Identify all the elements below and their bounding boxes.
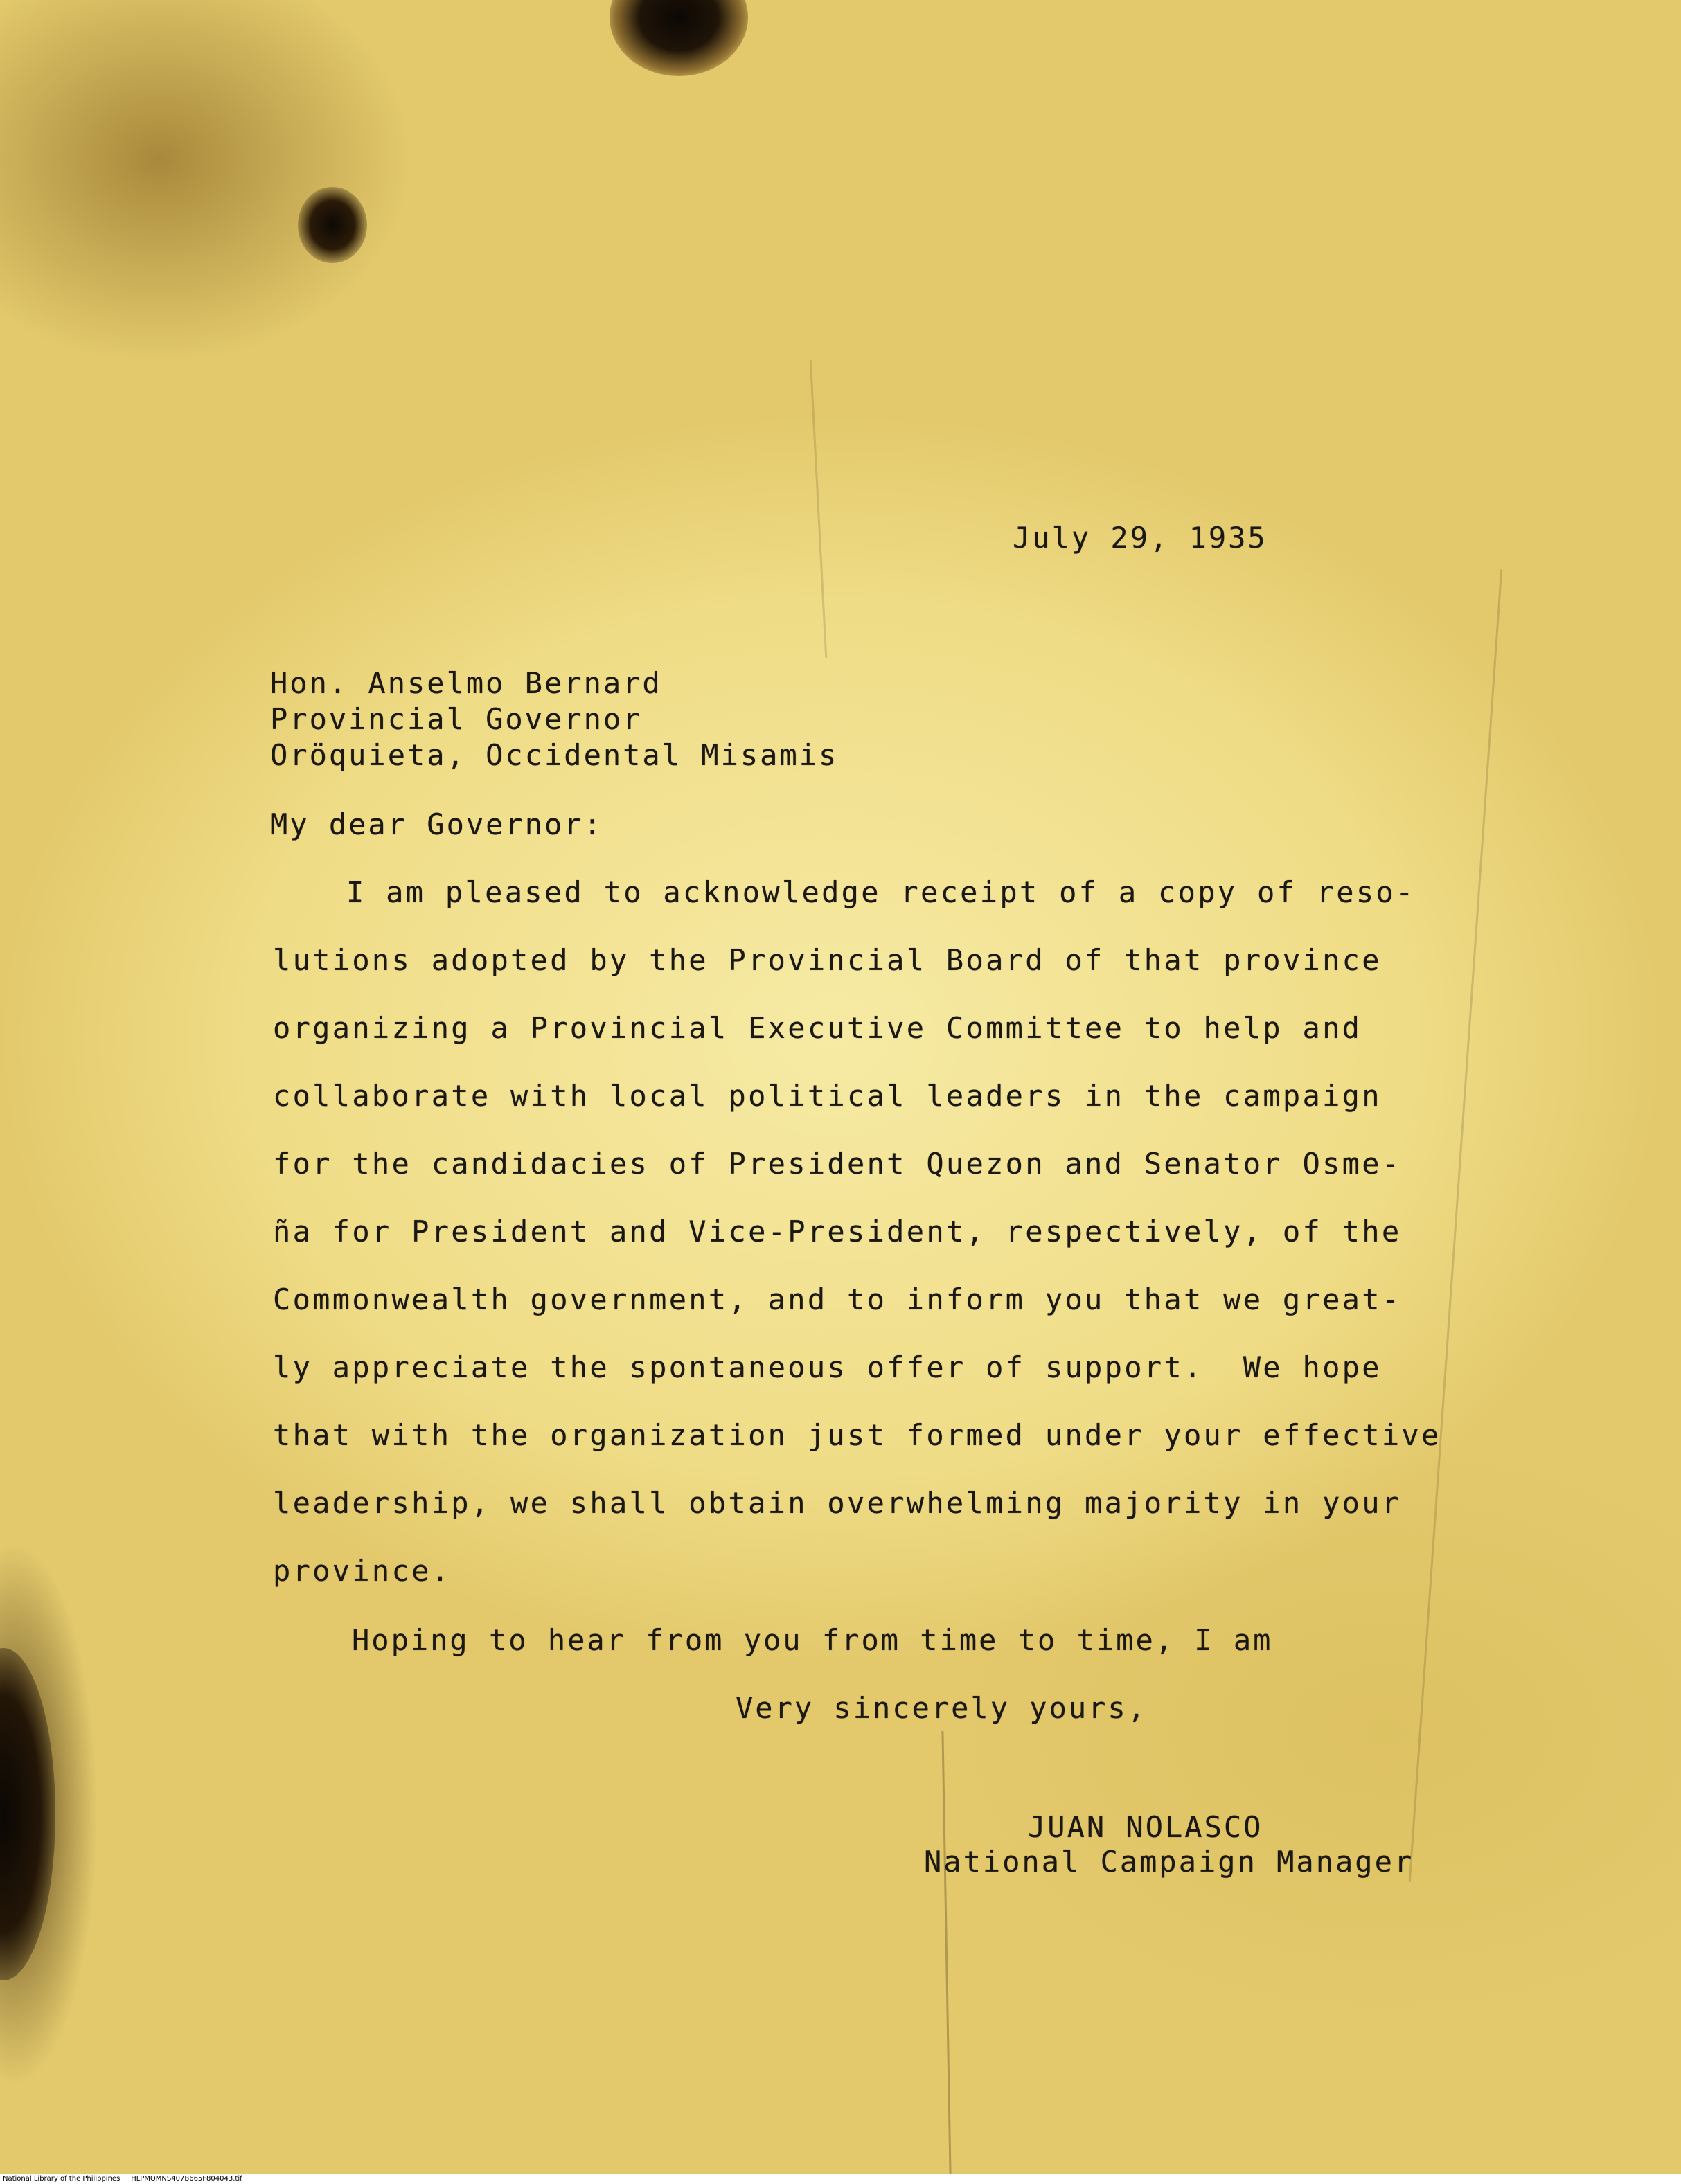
body-line: ña for President and Vice-President, respectively, of the (273, 1215, 1402, 1248)
signer-name: JUAN NOLASCO (1028, 1810, 1263, 1844)
body-line: Commonwealth government, and to inform you that we great- (273, 1282, 1402, 1316)
burn-mark-spot (298, 187, 367, 263)
burn-mark-top (610, 0, 748, 76)
body-line: lutions adopted by the Provincial Board of that province (273, 943, 1382, 977)
closing-line: Hoping to hear from you from time to time, I am (352, 1623, 1273, 1657)
body-line: collaborate with local political leaders in the campaign (273, 1079, 1382, 1113)
archive-file-id: HLPMQMNS407B665F804043.tif (131, 2175, 242, 2183)
salutation: My dear Governor: (270, 807, 603, 841)
paper-crease (1409, 569, 1503, 1882)
body-line: province. (273, 1554, 452, 1588)
recipient-title: Provincial Governor (270, 702, 643, 736)
body-line: organizing a Provincial Executive Committee to help and (273, 1011, 1362, 1045)
archive-footer-text (3, 2174, 242, 2184)
letter-date: July 29, 1935 (1013, 521, 1268, 555)
body-line: leadership, we shall obtain overwhelming majority in your (273, 1486, 1402, 1520)
burn-mark-left (0, 1648, 55, 1980)
complimentary-close: Very sincerely yours, (736, 1691, 1148, 1725)
signer-title: National Campaign Manager (924, 1845, 1414, 1879)
paper-crease (810, 360, 828, 658)
archive-footer (0, 2174, 1681, 2184)
archive-label: National Library of the Philippines (3, 2175, 121, 2183)
body-line: ly appreciate the spontaneous offer of support. We hope (273, 1350, 1382, 1384)
recipient-name: Hon. Anselmo Bernard (270, 666, 662, 700)
body-line: for the candidacies of President Quezon and Senator Osme- (273, 1147, 1402, 1181)
body-line: I am pleased to acknowledge receipt of a copy of reso- (346, 875, 1416, 909)
recipient-location: Oröquieta, Occidental Misamis (270, 738, 839, 772)
paper-crease (941, 1731, 951, 2174)
body-line: that with the organization just formed under your effective (273, 1418, 1441, 1452)
